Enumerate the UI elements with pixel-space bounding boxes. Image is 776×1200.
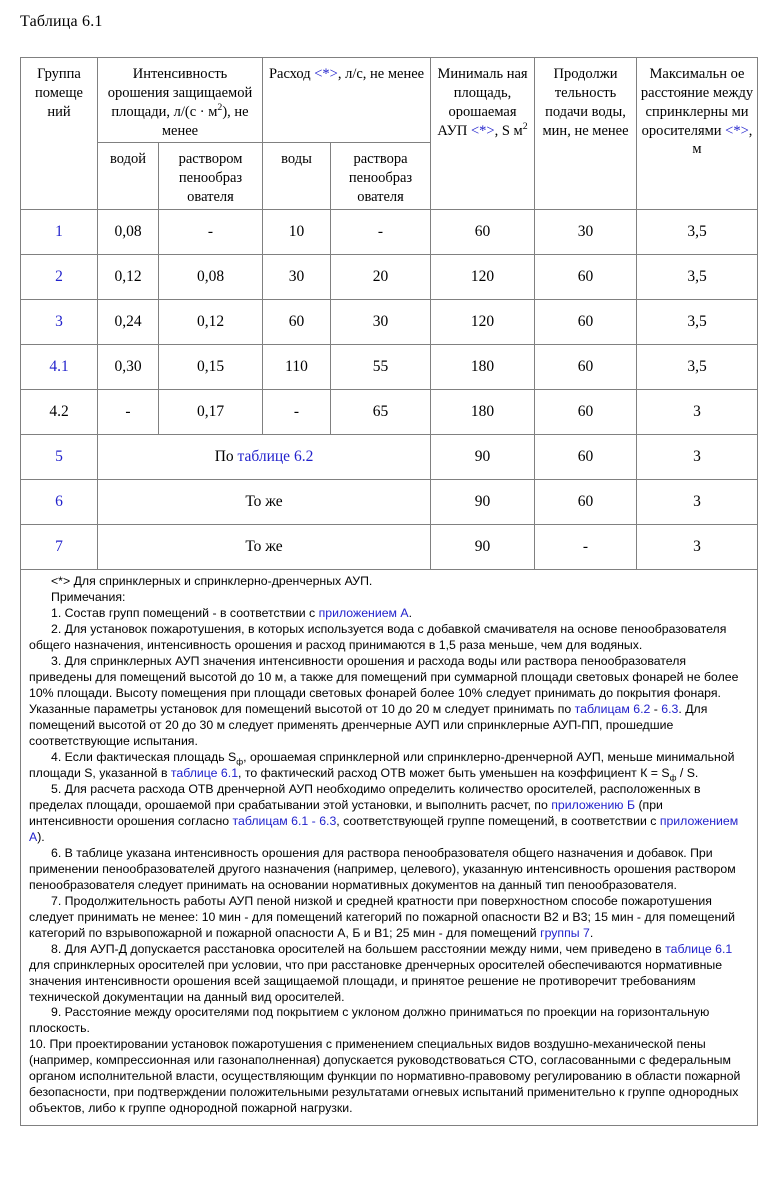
cell-max-distance: 3,5 [637,344,758,389]
note-1-text-a: 1. Состав групп помещений - в соответствии с [51,605,319,620]
cell-flow-foam: 65 [331,389,431,434]
cell-intensity-foam: - [159,209,263,254]
cell-flow-water: 30 [263,254,331,299]
col-header-min-area [431,58,535,210]
cell-group: 4.2 [21,389,98,434]
cell-duration: - [535,524,637,569]
note-4 [29,750,749,782]
table-row [21,299,758,344]
note-7 [29,894,749,942]
notes-container [21,569,758,1125]
cell-reference-span [98,524,431,569]
cell-min-area: 90 [431,434,535,479]
footnote-ref-icon[interactable]: <*> [725,122,749,139]
cell-min-area: 120 [431,254,535,299]
cell-duration: 60 [535,299,637,344]
note-4-text-a: 4. Если фактическая площадь S [51,749,237,764]
note-8-text-b: для спринклерных оросителей при условии, что при расстановке дренчерных оросителей обеспечиваются нормативные значения интенсивности орошения всей защищаемой площади, и принятое решение не противоречит требованиям технической документации на данный вид оросителей. [29,957,723,1004]
col-header-duration: Продолжи тельность подачи воды, мин, не менее [535,58,637,210]
col-header-flow [263,58,431,143]
cell-min-area: 90 [431,524,535,569]
cell-flow-foam: 30 [331,299,431,344]
cell-intensity-water: 0,30 [98,344,159,389]
cell-max-distance: 3 [637,389,758,434]
footnote-ref-icon[interactable]: <*> [470,122,495,139]
table-row [21,254,758,299]
cell-intensity-foam: 0,15 [159,344,263,389]
cell-flow-water: 60 [263,299,331,344]
cell-flow-foam: 20 [331,254,431,299]
cell-duration: 60 [535,344,637,389]
note-3-text-c: . Для помещений высотой от 20 до 30 м следует применять дренчерные АУП или спринклерные АУП-ПП, прошедшие соответствующие испытания. [29,701,708,748]
cell-flow-foam: - [331,209,431,254]
table-row [21,389,758,434]
note-5 [29,782,749,846]
reference-prefix: То же [245,537,283,555]
sprinkler-parameters-table [20,57,758,1126]
cell-min-area: 60 [431,209,535,254]
cell-min-area: 90 [431,479,535,524]
notes-row [21,569,758,1125]
intensity-label-part1: Интенсивность орошения защищаемой площади, л/(с · м [107,66,253,120]
min-area-part1: Минималь ная площадь, орошаемая АУП [437,66,528,139]
footnote-ref-icon[interactable]: <*> [314,66,338,82]
note-7-text-a: 7. Продолжительность работы АУП пеной низкой и средней кратности при поверхностном способе пожаротушения следует принимать не менее: 10 мин - для помещений категорий по пожарной опасности В2 и В3; 15 мин - для помещений категорий по взрывопожарной и пожарной опасности А, Б и В1; 25 мин - для помещений [29,893,736,940]
note-5-text-c: , соответствующей группе помещений, в соответствии с [336,813,660,828]
reference-prefix: То же [245,492,283,510]
col-header-intensity [98,58,263,143]
reference-link[interactable]: таблице 6.2 [237,447,314,465]
cell-intensity-foam: 0,17 [159,389,263,434]
note-8 [29,942,749,1006]
note-5-text-b: (при интенсивности орошения согласно [29,797,663,828]
note-5-text-d: ). [37,829,45,844]
cell-duration: 30 [535,209,637,254]
table-row [21,344,758,389]
note-1 [29,606,749,622]
note-footnote: <*> Для спринклерных и спринклерно-дренчерных АУП. [51,573,373,588]
cell-max-distance: 3 [637,434,758,479]
table-row [21,434,758,479]
cell-group[interactable]: 7 [21,524,98,569]
flow-label-part1: Расход [268,66,315,82]
note-6: 6. В таблице указана интенсивность орошения для раствора пенообразователя общего назначения и добавок. При применении пенообразователей другого назначения (например, целевого), указанную интенсивность орошения раствором пенообразователя следует принимать на основании нормативных документов на данный тип пенообразователя. [29,845,736,892]
cell-min-area: 180 [431,389,535,434]
cell-flow-water: 110 [263,344,331,389]
cell-max-distance: 3 [637,479,758,524]
table-row [21,524,758,569]
cell-reference-span [98,434,431,479]
intensity-exponent: 2 [217,101,223,113]
intensity-label-part2: ), не менее [161,103,249,139]
cell-group[interactable]: 4.1 [21,344,98,389]
cell-duration: 60 [535,254,637,299]
cell-flow-foam: 55 [331,344,431,389]
note-4-text-c: , то фактический расход ОТВ может быть уменьшен на коэффициент К = S [238,765,670,780]
cell-max-distance: 3,5 [637,209,758,254]
cell-intensity-foam: 0,12 [159,299,263,344]
cell-duration: 60 [535,389,637,434]
cell-max-distance: 3,5 [637,254,758,299]
note-4-sub-1: ф [236,756,244,767]
note-1-text-b: . [408,605,413,620]
cell-max-distance: 3 [637,524,758,569]
cell-min-area: 120 [431,299,535,344]
note-5-text-a: 5. Для расчета расхода ОТВ дренчерной АУП необходимо определить количество оросителей, расположенных в пределах площади, орошаемой при срабатывании этой установки, и выполнить расчет, по [29,781,701,812]
reference-prefix: По [214,447,238,465]
note-8-link[interactable]: таблице 6.1 [665,941,733,956]
max-distance-part2: , м [692,122,753,158]
note-2: 2. Для установок пожаротушения, в которых используется вода с добавкой смачивателя на основе пенообразователя общего назначения, интенсивность орошения и расход принимаются в 1,5 раза меньше, чем для водяных. [29,621,727,652]
note-4-sub-2: ф [669,772,677,783]
cell-group[interactable]: 6 [21,479,98,524]
note-7-text-b: . [589,925,594,940]
page-title: Таблица 6.1 [20,13,103,30]
cell-intensity-water: - [98,389,159,434]
cell-group[interactable]: 5 [21,434,98,479]
cell-group[interactable]: 2 [21,254,98,299]
note-4-text-b: , орошаемая спринклерной или спринклерно-дренчерной АУП, меньше минимальной площади S, указанной в [29,749,735,780]
cell-flow-water: 10 [263,209,331,254]
cell-flow-water: - [263,389,331,434]
cell-intensity-water: 0,24 [98,299,159,344]
note-3-text-a: 3. Для спринклерных АУП значения интенсивности орошения и расхода воды или раствора пенообразователя приведены для помещений высотой до 10 м, а также для помещений при суммарной площади световых фонарей не более 10% площади. Высоту помещения при площади световых фонарей более 10% следует принимать до покрытия фонаря. Указанные параметры установок для помещений высотой от 10 до 20 м следует принимать по [29,653,739,716]
max-distance-part1: Максимальн ое расстояние между спринклерны ми оросителями [640,66,754,139]
min-area-part2: , S м [494,122,523,139]
flow-label-part2: , л/с, не менее [337,66,425,82]
note-3 [29,654,749,750]
header-row-main [21,58,758,143]
table-head [21,58,758,210]
note-5-link-3[interactable]: приложением А [29,813,739,844]
cell-duration: 60 [535,479,637,524]
note-4-text-d: / S. [676,765,699,780]
cell-intensity-water: 0,08 [98,209,159,254]
min-area-exponent: 2 [522,120,528,132]
cell-intensity-water: 0,12 [98,254,159,299]
note-1-link[interactable]: приложением А [318,605,409,620]
note-4-link[interactable]: таблице 6.1 [170,765,239,780]
cell-reference-span [98,479,431,524]
cell-duration: 60 [535,434,637,479]
cell-max-distance: 3,5 [637,299,758,344]
cell-group[interactable]: 1 [21,209,98,254]
note-5-link-2[interactable]: таблицам 6.1 - 6.3 [232,813,337,828]
note-8-text-a: 8. Для АУП-Д допускается расстановка оросителей на большем расстоянии между ними, чем приведено в [51,941,666,956]
cell-intensity-foam: 0,08 [159,254,263,299]
note-3-text-b: - [650,701,662,716]
table-body [21,209,758,1125]
table-row [21,209,758,254]
note-heading: Примечания: [51,589,126,604]
note-3-link-2[interactable]: 6.3 [661,701,679,716]
col-header-intensity-foam: раствором пенообраз ователя [159,143,263,210]
note-9: 9. Расстояние между оросителями под покрытием с уклоном должно приниматься по проекции на горизонтальную плоскость. [29,1005,710,1036]
note-7-link[interactable]: группы 7 [540,925,590,940]
col-header-flow-foam: раствора пенообраз ователя [331,143,431,210]
col-header-group: Группа помеще ний [21,58,98,210]
col-header-intensity-water: водой [98,143,159,210]
col-header-max-distance [637,58,758,210]
table-row [21,479,758,524]
note-3-link-1[interactable]: таблицам 6.2 [574,701,651,716]
cell-min-area: 180 [431,344,535,389]
note-5-link-1[interactable]: приложению Б [551,797,636,812]
cell-group[interactable]: 3 [21,299,98,344]
note-10: 10. При проектировании установок пожаротушения с применением специальных видов воздушно-механической пены (например, компрессионная или газонаполненная) допускается руководствоваться СТО, согласованными с федеральным органом исполнительной власти, осуществляющим функции по нормативно-правовому регулированию в области пожарной безопасности, при подтверждении положительными результатами огневых испытаний применительно к группе однородных объектов, либо к группе однородной пожарной нагрузки. [29,1037,741,1116]
col-header-flow-water: воды [263,143,331,210]
